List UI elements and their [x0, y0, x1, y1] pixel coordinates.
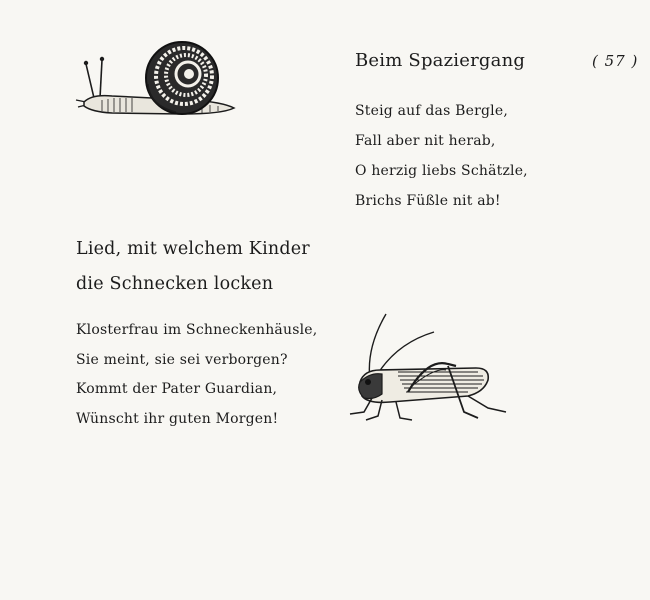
page-number: ( 57 )	[592, 52, 639, 70]
poem-bottom-verse	[76, 316, 317, 434]
poem-line: Kommt der Pater Guardian,	[76, 381, 278, 397]
poem-line: Steig auf das Bergle,	[355, 103, 508, 119]
poem-title-line: Lied, mit welchem Kinder	[76, 239, 310, 259]
poem-line: O herzig liebs Schätzle,	[355, 163, 528, 179]
poem-top-verse	[355, 96, 528, 216]
poem-line: Fall aber nit herab,	[355, 133, 496, 149]
poem-line: Wünscht ihr guten Morgen!	[76, 410, 279, 427]
poem-title-line: die Schnecken locken	[76, 274, 274, 294]
poem-line: Brichs Füßle nit ab!	[355, 193, 501, 209]
poem-line: Klosterfrau im Schneckenhäusle,	[76, 322, 318, 338]
snail-illustration	[72, 40, 242, 120]
grasshopper-illustration	[338, 308, 518, 438]
poem-title-beim-spaziergang: Beim Spaziergang	[355, 50, 526, 71]
poem-line: Sie meint, sie sei verborgen?	[76, 351, 288, 368]
poem-title-lied	[76, 232, 310, 302]
